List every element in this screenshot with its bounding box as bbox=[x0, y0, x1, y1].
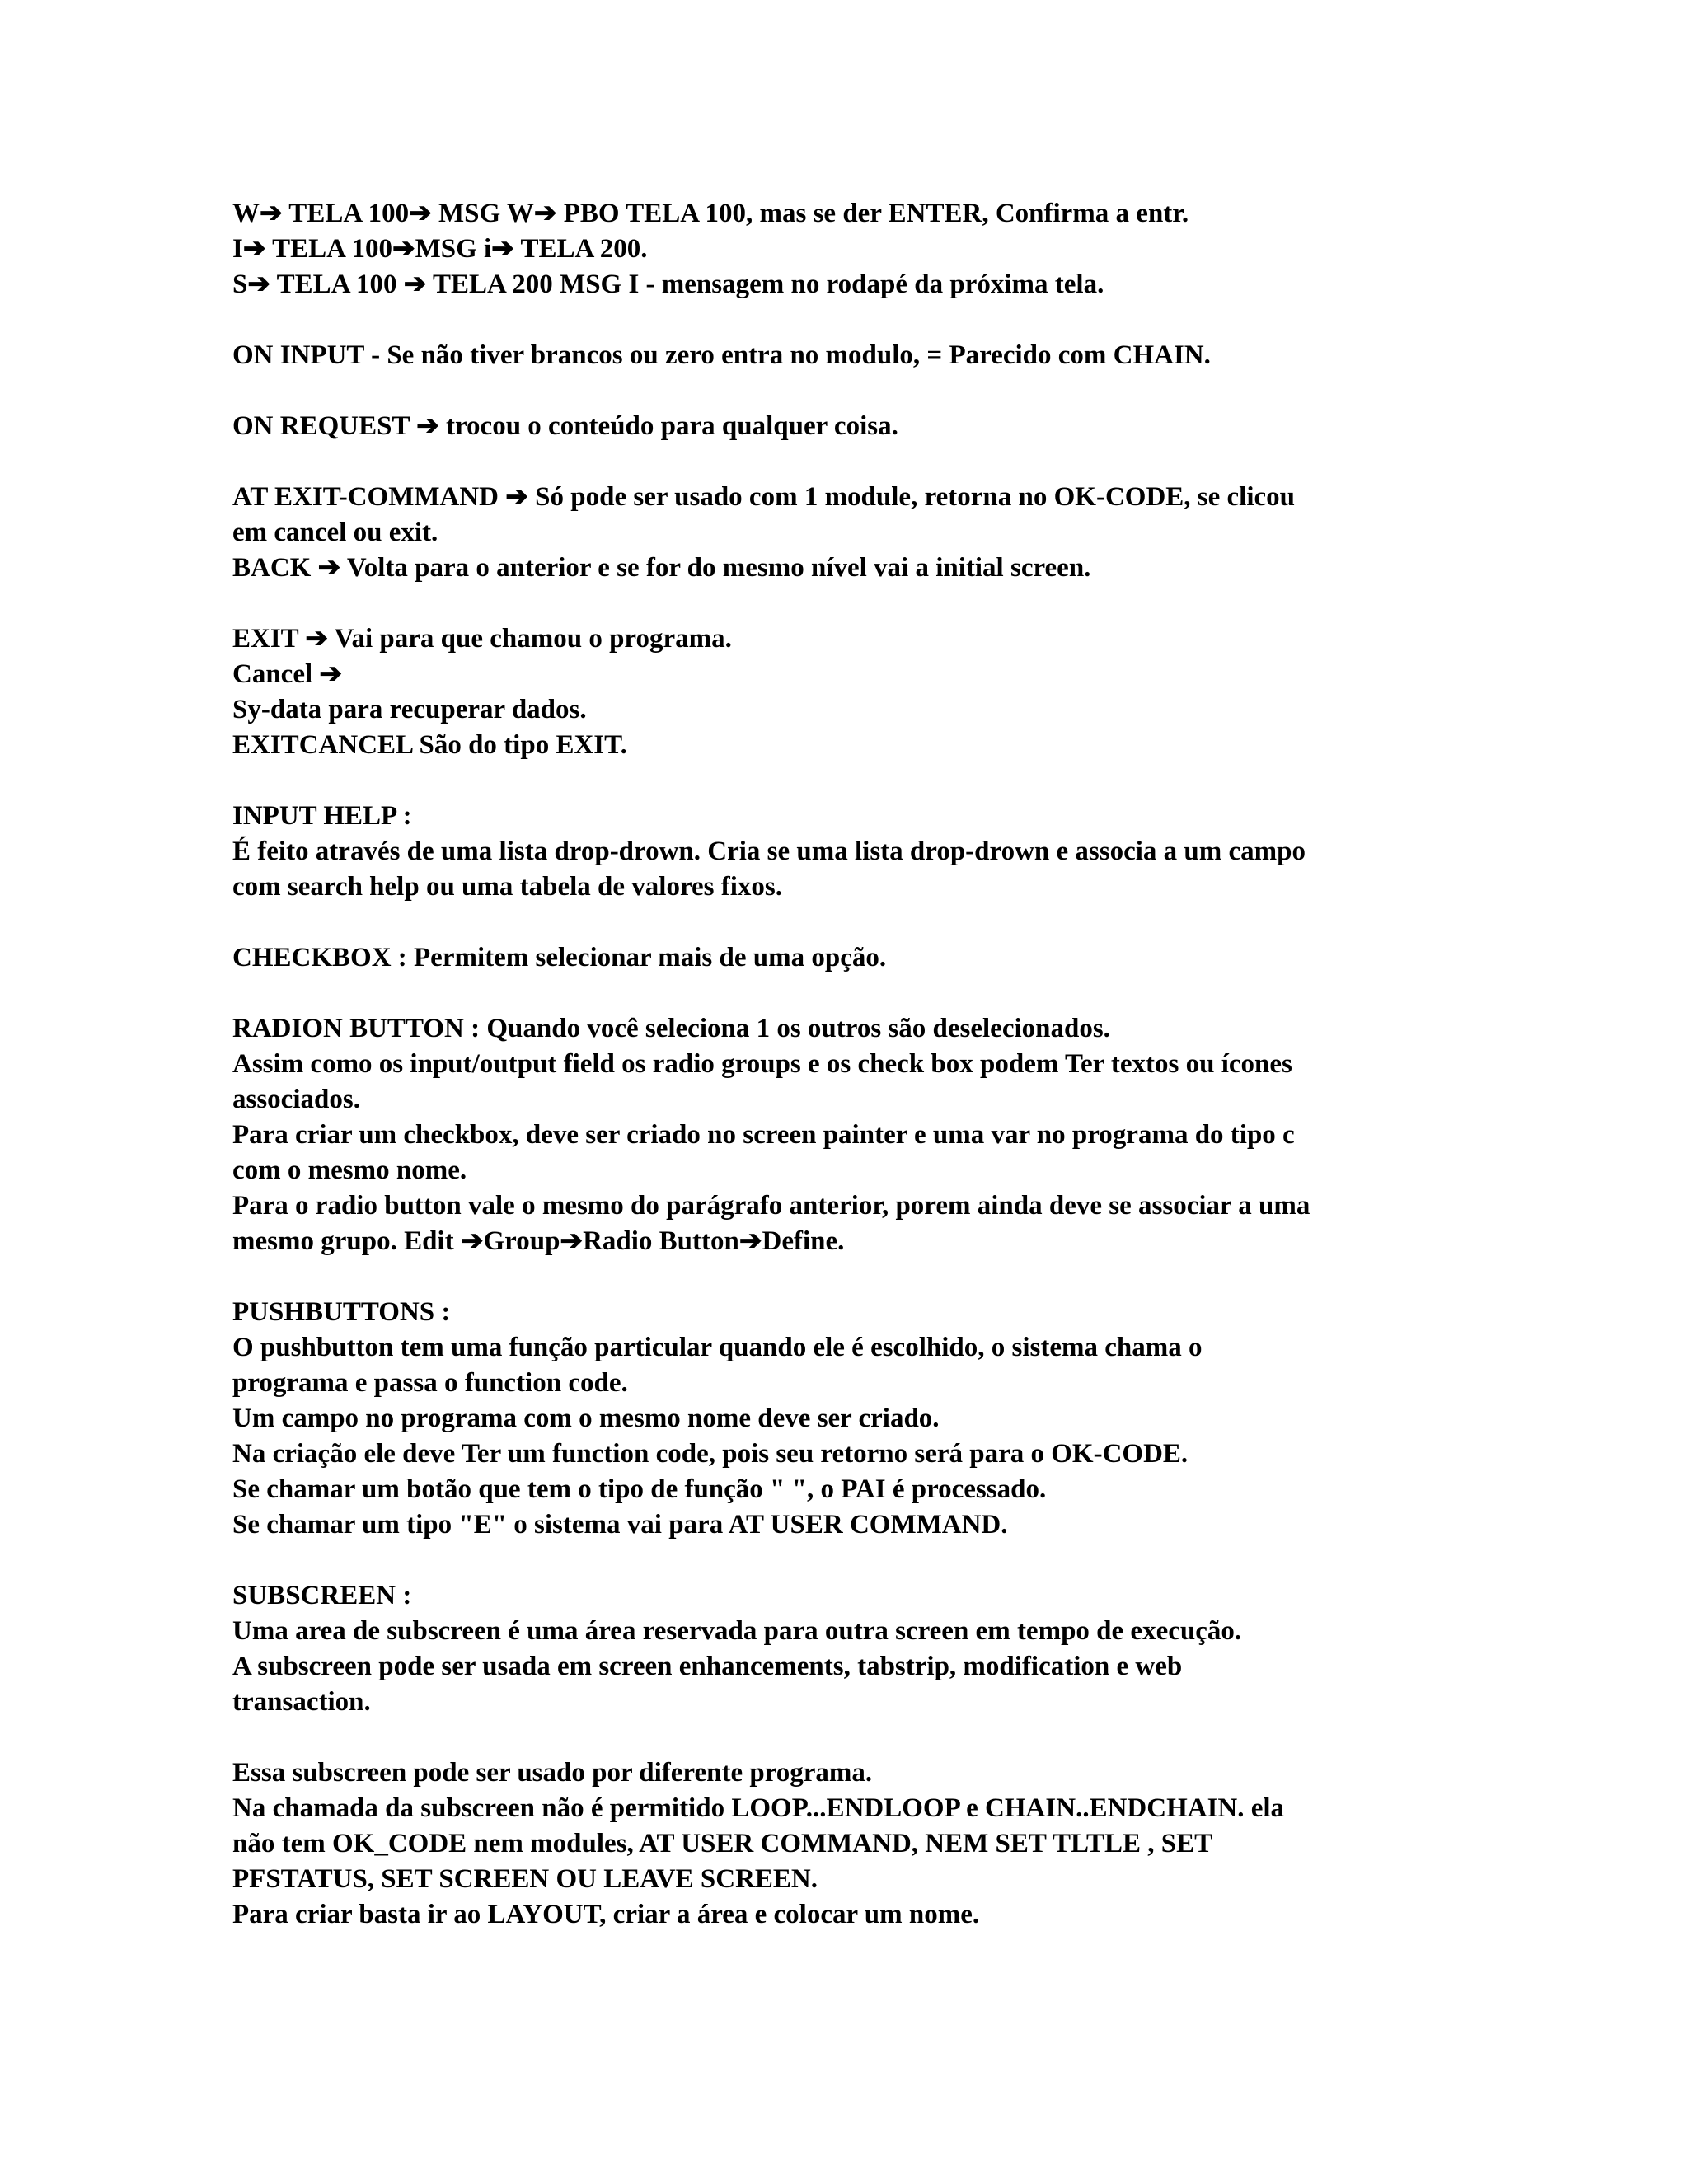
text-line: Para criar basta ir ao LAYOUT, criar a área e colocar um nome. bbox=[232, 1900, 980, 1929]
section-heading: PUSHBUTTONS : bbox=[232, 1297, 451, 1327]
blank-line bbox=[232, 1259, 1452, 1295]
text-line: com search help ou uma tabela de valores fixos. bbox=[232, 872, 783, 902]
text-line: não tem OK_CODE nem modules, AT USER COMMAND, NEM SET TLTLE , SET bbox=[232, 1829, 1213, 1858]
blank-line bbox=[232, 1543, 1452, 1578]
text-line: Se chamar um botão que tem o tipo de função " ", o PAI é processado. bbox=[232, 1474, 1047, 1504]
blank-line bbox=[232, 905, 1452, 940]
text-line: PFSTATUS, SET SCREEN OU LEAVE SCREEN. bbox=[232, 1864, 818, 1894]
text-line: Um campo no programa com o mesmo nome deve ser criado. bbox=[232, 1404, 940, 1433]
text-line: transaction. bbox=[232, 1687, 371, 1717]
blank-line bbox=[232, 586, 1452, 621]
blank-line bbox=[232, 444, 1452, 480]
section-heading: INPUT HELP : bbox=[232, 801, 412, 831]
text-line: O pushbutton tem uma função particular quando ele é escolhido, o sistema chama o bbox=[232, 1333, 1203, 1362]
section-heading: SUBSCREEN : bbox=[232, 1581, 412, 1610]
document-page bbox=[232, 196, 1452, 1933]
text-line: programa e passa o function code. bbox=[232, 1368, 628, 1398]
text-line: RADION BUTTON : Quando você seleciona 1 os outros são deselecionados. bbox=[232, 1014, 1110, 1043]
text-line: associados. bbox=[232, 1085, 360, 1114]
text-line: ON INPUT - Se não tiver brancos ou zero entra no modulo, = Parecido com CHAIN. bbox=[232, 340, 1211, 370]
text-line: W➔ TELA 100➔ MSG W➔ PBO TELA 100, mas se der ENTER, Confirma a entr. bbox=[232, 199, 1189, 228]
text-line: CHECKBOX : Permitem selecionar mais de uma opção. bbox=[232, 943, 887, 972]
text-line: Para criar um checkbox, deve ser criado no screen painter e uma var no programa do tipo c bbox=[232, 1120, 1295, 1150]
text-line: Na criação ele deve Ter um function code, pois seu retorno será para o OK-CODE. bbox=[232, 1439, 1189, 1469]
text-line: Sy-data para recuperar dados. bbox=[232, 695, 587, 724]
text-line: Uma area de subscreen é uma área reservada para outra screen em tempo de execução. bbox=[232, 1616, 1242, 1646]
text-line: Cancel ➔ bbox=[232, 659, 343, 689]
text-line: ON REQUEST ➔ trocou o conteúdo para qualquer coisa. bbox=[232, 411, 898, 441]
text-line: mesmo grupo. Edit ➔Group➔Radio Button➔Define. bbox=[232, 1226, 845, 1256]
blank-line bbox=[232, 302, 1452, 338]
text-line: I➔ TELA 100➔MSG i➔ TELA 200. bbox=[232, 234, 648, 264]
blank-line bbox=[232, 763, 1452, 799]
text-line: EXITCANCEL São do tipo EXIT. bbox=[232, 730, 627, 760]
text-line: S➔ TELA 100 ➔ TELA 200 MSG I - mensagem no rodapé da próxima tela. bbox=[232, 269, 1104, 299]
text-line: É feito através de uma lista drop-drown. Cria se uma lista drop-drown e associa a um campo bbox=[232, 837, 1306, 866]
blank-line bbox=[232, 373, 1452, 409]
text-line: AT EXIT-COMMAND ➔ Só pode ser usado com 1 module, retorna no OK-CODE, se clicou bbox=[232, 482, 1296, 512]
text-line: Na chamada da subscreen não é permitido LOOP...ENDLOOP e CHAIN..ENDCHAIN. ela bbox=[232, 1793, 1285, 1823]
text-line: em cancel ou exit. bbox=[232, 518, 438, 547]
text-line: EXIT ➔ Vai para que chamou o programa. bbox=[232, 624, 732, 654]
text-line: com o mesmo nome. bbox=[232, 1155, 467, 1185]
text-line: A subscreen pode ser usada em screen enhancements, tabstrip, modification e web bbox=[232, 1652, 1183, 1681]
text-line: Assim como os input/output field os radio groups e os check box podem Ter textos ou ícones bbox=[232, 1049, 1292, 1079]
blank-line bbox=[232, 1720, 1452, 1755]
text-line: Para o radio button vale o mesmo do parágrafo anterior, porem ainda deve se associar a uma bbox=[232, 1191, 1311, 1221]
text-line: Essa subscreen pode ser usado por diferente programa. bbox=[232, 1758, 873, 1788]
text-line: BACK ➔ Volta para o anterior e se for do mesmo nível vai a initial screen. bbox=[232, 553, 1091, 583]
blank-line bbox=[232, 976, 1452, 1011]
text-line: Se chamar um tipo "E" o sistema vai para AT USER COMMAND. bbox=[232, 1510, 1008, 1540]
